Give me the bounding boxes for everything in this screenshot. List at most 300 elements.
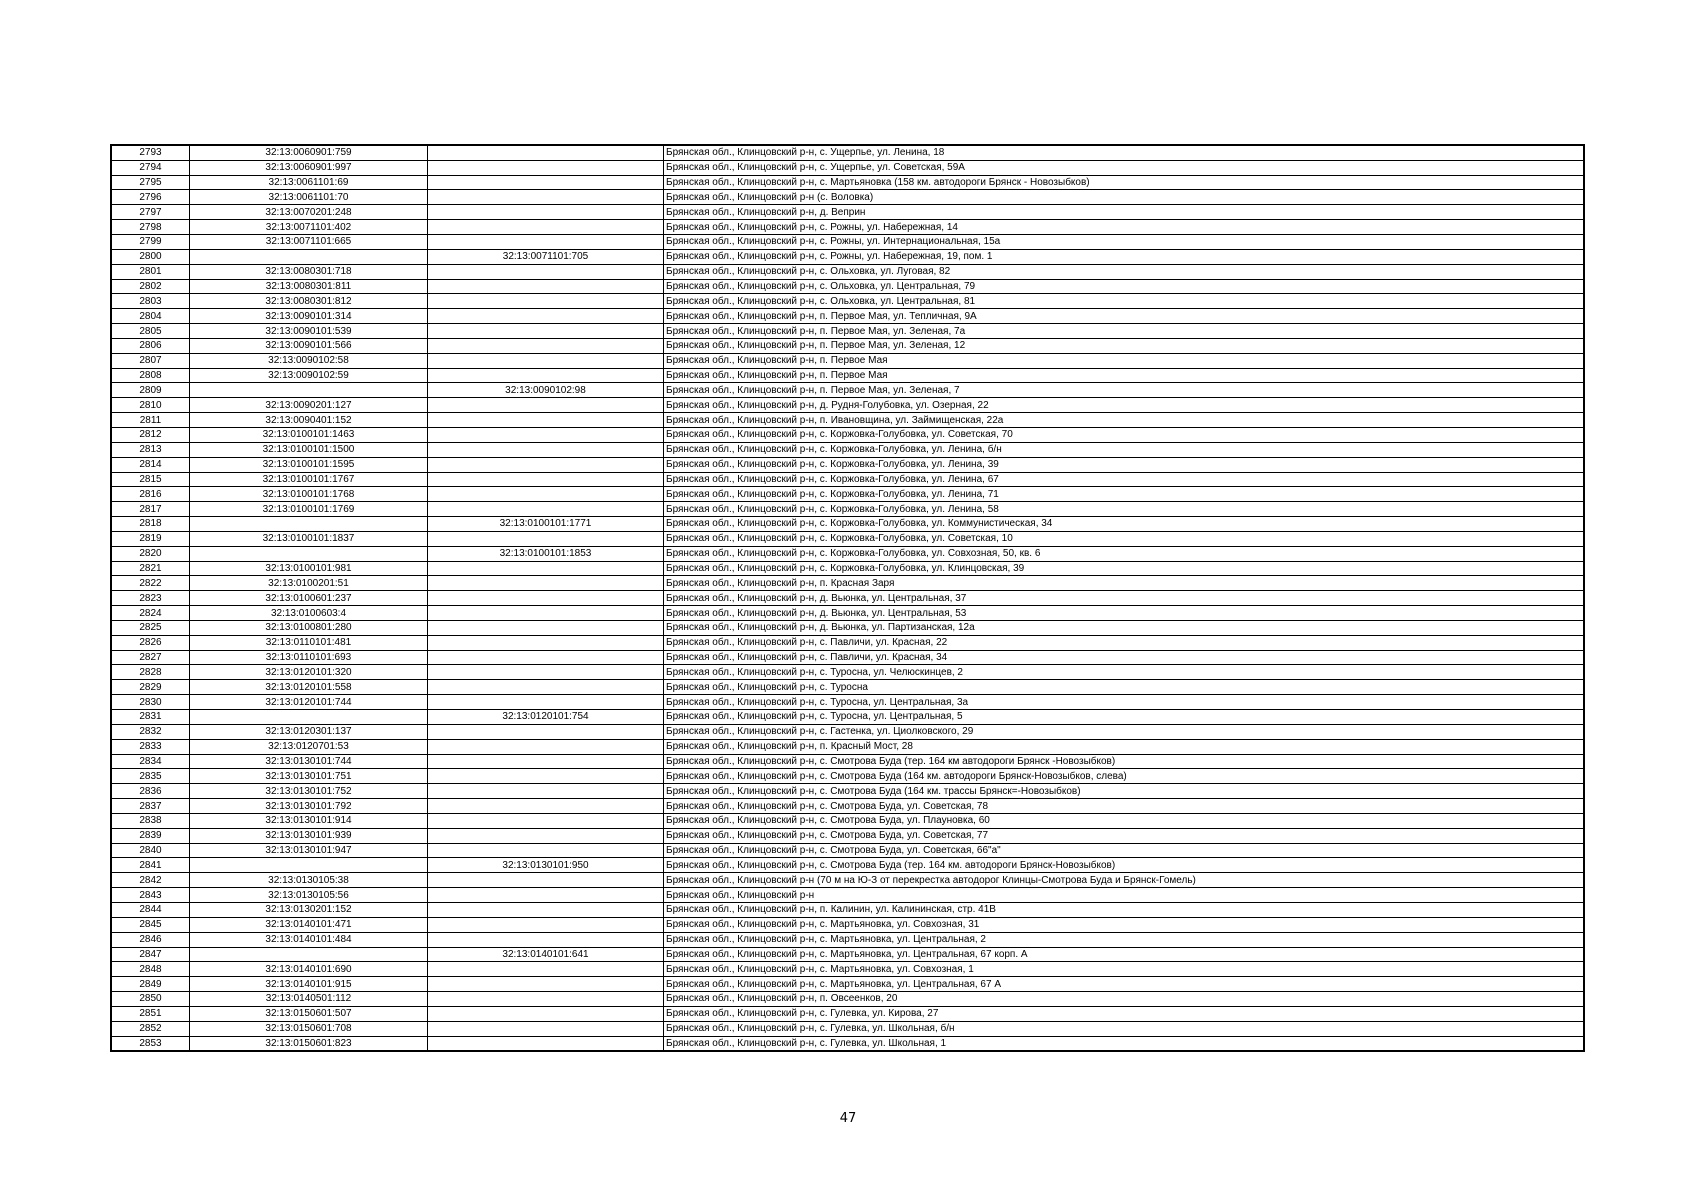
cadastral-number-alt-cell — [428, 917, 664, 932]
row-number-cell: 2826 — [111, 635, 190, 650]
address-cell: Брянская обл., Клинцовский р-н, с. Смотрова Буда (164 км. автодороги Брянск-Новозыбков, слева) — [664, 769, 1585, 784]
table-row — [111, 962, 1584, 977]
table-row — [111, 517, 1584, 532]
cadastral-number-cell: 32:13:0150601:507 — [190, 1006, 428, 1021]
cadastral-number-alt-cell — [428, 591, 664, 606]
cadastral-number-alt-cell — [428, 635, 664, 650]
table-row — [111, 873, 1584, 888]
address-cell: Брянская обл., Клинцовский р-н, п. Первое Мая, ул. Зеленая, 12 — [664, 338, 1585, 353]
cadastral-number-cell — [190, 947, 428, 962]
cadastral-number-alt-cell — [428, 977, 664, 992]
address-cell: Брянская обл., Клинцовский р-н, с. Коржовка-Голубовка, ул. Клинцовская, 39 — [664, 561, 1585, 576]
cadastral-number-alt-cell — [428, 1006, 664, 1021]
cadastral-number-cell: 32:13:0100101:1463 — [190, 427, 428, 442]
row-number-cell: 2839 — [111, 828, 190, 843]
cadastral-number-cell: 32:13:0130105:56 — [190, 888, 428, 903]
cadastral-number-cell: 32:13:0130101:947 — [190, 843, 428, 858]
table-row — [111, 932, 1584, 947]
table-row — [111, 531, 1584, 546]
address-cell: Брянская обл., Клинцовский р-н, д. Вьюнка, ул. Центральная, 37 — [664, 591, 1585, 606]
row-number-cell: 2823 — [111, 591, 190, 606]
cadastral-number-cell: 32:13:0130101:751 — [190, 769, 428, 784]
address-cell: Брянская обл., Клинцовский р-н, д. Вьюнка, ул. Партизанская, 12а — [664, 620, 1585, 635]
table-row — [111, 695, 1584, 710]
cadastral-number-cell: 32:13:0130101:744 — [190, 754, 428, 769]
cadastral-number-alt-cell: 32:13:0071101:705 — [428, 249, 664, 264]
cadastral-number-cell: 32:13:0080301:812 — [190, 294, 428, 309]
address-cell: Брянская обл., Клинцовский р-н, с. Коржовка-Голубовка, ул. Советская, 70 — [664, 427, 1585, 442]
table-row — [111, 502, 1584, 517]
cadastral-number-cell: 32:13:0071101:665 — [190, 235, 428, 250]
cadastral-number-cell: 32:13:0061101:70 — [190, 190, 428, 205]
address-cell: Брянская обл., Клинцовский р-н, с. Смотрова Буда, ул. Советская, 66"а" — [664, 843, 1585, 858]
cadastral-number-cell: 32:13:0140101:484 — [190, 932, 428, 947]
table-row — [111, 1036, 1584, 1051]
cadastral-number-alt-cell — [428, 561, 664, 576]
cadastral-number-cell: 32:13:0090101:566 — [190, 338, 428, 353]
row-number-cell: 2815 — [111, 472, 190, 487]
cadastral-number-cell: 32:13:0100101:1769 — [190, 502, 428, 517]
cadastral-number-alt-cell — [428, 843, 664, 858]
row-number-cell: 2795 — [111, 175, 190, 190]
property-table — [110, 144, 1585, 1052]
address-cell: Брянская обл., Клинцовский р-н, с. Коржовка-Голубовка, ул. Ленина, 71 — [664, 487, 1585, 502]
row-number-cell: 2829 — [111, 680, 190, 695]
cadastral-number-alt-cell — [428, 264, 664, 279]
row-number-cell: 2832 — [111, 724, 190, 739]
row-number-cell: 2801 — [111, 264, 190, 279]
table-row — [111, 769, 1584, 784]
row-number-cell: 2808 — [111, 368, 190, 383]
table-row — [111, 1006, 1584, 1021]
cadastral-number-cell: 32:13:0130101:939 — [190, 828, 428, 843]
cadastral-number-alt-cell — [428, 353, 664, 368]
address-cell: Брянская обл., Клинцовский р-н, с. Туросна, ул. Челюскинцев, 2 — [664, 665, 1585, 680]
address-cell: Брянская обл., Клинцовский р-н, с. Рожны, ул. Интернациональная, 15а — [664, 235, 1585, 250]
row-number-cell: 2813 — [111, 442, 190, 457]
cadastral-number-alt-cell — [428, 457, 664, 472]
address-cell: Брянская обл., Клинцовский р-н, п. Калинин, ул. Калининская, стр. 41В — [664, 902, 1585, 917]
row-number-cell: 2812 — [111, 427, 190, 442]
table-row — [111, 472, 1584, 487]
cadastral-number-alt-cell — [428, 413, 664, 428]
cadastral-number-alt-cell — [428, 739, 664, 754]
cadastral-number-cell: 32:13:0080301:718 — [190, 264, 428, 279]
cadastral-number-cell: 32:13:0100101:981 — [190, 561, 428, 576]
cadastral-number-alt-cell: 32:13:0130101:950 — [428, 858, 664, 873]
row-number-cell: 2828 — [111, 665, 190, 680]
row-number-cell: 2825 — [111, 620, 190, 635]
cadastral-number-alt-cell — [428, 902, 664, 917]
table-row — [111, 858, 1584, 873]
cadastral-number-cell: 32:13:0120101:320 — [190, 665, 428, 680]
table-row — [111, 546, 1584, 561]
cadastral-number-cell: 32:13:0140101:471 — [190, 917, 428, 932]
address-cell: Брянская обл., Клинцовский р-н, с. Смотрова Буда (164 км. трассы Брянск=-Новозыбков) — [664, 784, 1585, 799]
row-number-cell: 2841 — [111, 858, 190, 873]
address-cell: Брянская обл., Клинцовский р-н, с. Смотрова Буда, ул. Советская, 77 — [664, 828, 1585, 843]
cadastral-number-alt-cell — [428, 531, 664, 546]
table-row — [111, 828, 1584, 843]
address-cell: Брянская обл., Клинцовский р-н, с. Мартьяновка, ул. Совхозная, 1 — [664, 962, 1585, 977]
table-row — [111, 427, 1584, 442]
cadastral-number-alt-cell — [428, 650, 664, 665]
cadastral-number-cell: 32:13:0100101:1500 — [190, 442, 428, 457]
address-cell: Брянская обл., Клинцовский р-н, с. Ольховка, ул. Центральная, 79 — [664, 279, 1585, 294]
address-cell: Брянская обл., Клинцовский р-н, д. Рудня-Голубовка, ул. Озерная, 22 — [664, 398, 1585, 413]
cadastral-number-cell: 32:13:0090101:539 — [190, 324, 428, 339]
cadastral-number-alt-cell: 32:13:0090102:98 — [428, 383, 664, 398]
cadastral-number-cell: 32:13:0090401:152 — [190, 413, 428, 428]
row-number-cell: 2827 — [111, 650, 190, 665]
table-row — [111, 383, 1584, 398]
row-number-cell: 2848 — [111, 962, 190, 977]
cadastral-number-alt-cell — [428, 932, 664, 947]
table-row — [111, 1021, 1584, 1036]
row-number-cell: 2811 — [111, 413, 190, 428]
address-cell: Брянская обл., Клинцовский р-н, с. Смотрова Буда, ул. Советская, 78 — [664, 799, 1585, 814]
row-number-cell: 2796 — [111, 190, 190, 205]
table-row — [111, 724, 1584, 739]
table-row — [111, 561, 1584, 576]
address-cell: Брянская обл., Клинцовский р-н, с. Мартьяновка, ул. Центральная, 67 А — [664, 977, 1585, 992]
address-cell: Брянская обл., Клинцовский р-н, с. Туросна, ул. Центральная, 3а — [664, 695, 1585, 710]
row-number-cell: 2842 — [111, 873, 190, 888]
table-row — [111, 739, 1584, 754]
address-cell: Брянская обл., Клинцовский р-н, с. Коржовка-Голубовка, ул. Коммунистическая, 34 — [664, 517, 1585, 532]
address-cell: Брянская обл., Клинцовский р-н, с. Ольховка, ул. Луговая, 82 — [664, 264, 1585, 279]
cadastral-number-alt-cell: 32:13:0100101:1771 — [428, 517, 664, 532]
address-cell: Брянская обл., Клинцовский р-н, п. Первое Мая — [664, 353, 1585, 368]
address-cell: Брянская обл., Клинцовский р-н, с. Мартьяновка, ул. Центральная, 67 корп. А — [664, 947, 1585, 962]
row-number-cell: 2836 — [111, 784, 190, 799]
cadastral-number-alt-cell — [428, 695, 664, 710]
row-number-cell: 2817 — [111, 502, 190, 517]
table-row — [111, 680, 1584, 695]
cadastral-number-alt-cell — [428, 368, 664, 383]
row-number-cell: 2805 — [111, 324, 190, 339]
cadastral-number-cell: 32:13:0061101:69 — [190, 175, 428, 190]
address-cell: Брянская обл., Клинцовский р-н, с. Смотрова Буда (тер. 164 км автодороги Брянск -Новозыбков) — [664, 754, 1585, 769]
cadastral-number-cell: 32:13:0130201:152 — [190, 902, 428, 917]
row-number-cell: 2816 — [111, 487, 190, 502]
table-row — [111, 279, 1584, 294]
cadastral-number-cell: 32:13:0100601:237 — [190, 591, 428, 606]
table-row — [111, 220, 1584, 235]
row-number-cell: 2834 — [111, 754, 190, 769]
cadastral-number-cell: 32:13:0140101:915 — [190, 977, 428, 992]
cadastral-number-cell: 32:13:0150601:823 — [190, 1036, 428, 1051]
row-number-cell: 2807 — [111, 353, 190, 368]
table-row — [111, 264, 1584, 279]
cadastral-number-alt-cell — [428, 724, 664, 739]
row-number-cell: 2844 — [111, 902, 190, 917]
cadastral-number-cell — [190, 383, 428, 398]
address-cell: Брянская обл., Клинцовский р-н, с. Коржовка-Голубовка, ул. Ленина, б/н — [664, 442, 1585, 457]
table-row — [111, 606, 1584, 621]
address-cell: Брянская обл., Клинцовский р-н (с. Воловка) — [664, 190, 1585, 205]
cadastral-number-alt-cell — [428, 784, 664, 799]
table-row — [111, 977, 1584, 992]
table-row — [111, 353, 1584, 368]
cadastral-number-cell: 32:13:0120101:558 — [190, 680, 428, 695]
row-number-cell: 2822 — [111, 576, 190, 591]
cadastral-number-alt-cell — [428, 309, 664, 324]
address-cell: Брянская обл., Клинцовский р-н, п. Овсеенков, 20 — [664, 992, 1585, 1007]
cadastral-number-alt-cell — [428, 338, 664, 353]
cadastral-number-cell: 32:13:0071101:402 — [190, 220, 428, 235]
table-row — [111, 947, 1584, 962]
row-number-cell: 2809 — [111, 383, 190, 398]
row-number-cell: 2835 — [111, 769, 190, 784]
address-cell: Брянская обл., Клинцовский р-н, п. Первое Мая, ул. Зеленая, 7а — [664, 324, 1585, 339]
row-number-cell: 2804 — [111, 309, 190, 324]
address-cell: Брянская обл., Клинцовский р-н, с. Рожны, ул. Набережная, 14 — [664, 220, 1585, 235]
cadastral-number-alt-cell — [428, 175, 664, 190]
table-row — [111, 235, 1584, 250]
cadastral-number-cell: 32:13:0130101:792 — [190, 799, 428, 814]
row-number-cell: 2853 — [111, 1036, 190, 1051]
address-cell: Брянская обл., Клинцовский р-н, с. Гулевка, ул. Кирова, 27 — [664, 1006, 1585, 1021]
address-cell: Брянская обл., Клинцовский р-н, с. Гулевка, ул. Школьная, 1 — [664, 1036, 1585, 1051]
cadastral-number-alt-cell — [428, 294, 664, 309]
cadastral-number-cell: 32:13:0060901:997 — [190, 160, 428, 175]
property-table-body — [111, 145, 1584, 1051]
cadastral-number-cell: 32:13:0090201:127 — [190, 398, 428, 413]
table-row — [111, 413, 1584, 428]
table-row — [111, 368, 1584, 383]
table-row — [111, 917, 1584, 932]
cadastral-number-alt-cell — [428, 888, 664, 903]
address-cell: Брянская обл., Клинцовский р-н, с. Павличи, ул. Красная, 22 — [664, 635, 1585, 650]
cadastral-number-cell — [190, 546, 428, 561]
cadastral-number-alt-cell — [428, 279, 664, 294]
cadastral-number-alt-cell — [428, 754, 664, 769]
table-row — [111, 442, 1584, 457]
row-number-cell: 2803 — [111, 294, 190, 309]
table-row — [111, 620, 1584, 635]
row-number-cell: 2833 — [111, 739, 190, 754]
cadastral-number-cell: 32:13:0130105:38 — [190, 873, 428, 888]
row-number-cell: 2819 — [111, 531, 190, 546]
table-row — [111, 487, 1584, 502]
row-number-cell: 2810 — [111, 398, 190, 413]
cadastral-number-cell — [190, 249, 428, 264]
table-row — [111, 591, 1584, 606]
cadastral-number-cell — [190, 710, 428, 725]
row-number-cell: 2843 — [111, 888, 190, 903]
cadastral-number-cell: 32:13:0100101:1837 — [190, 531, 428, 546]
address-cell: Брянская обл., Клинцовский р-н, п. Первое Мая — [664, 368, 1585, 383]
table-row — [111, 813, 1584, 828]
address-cell: Брянская обл., Клинцовский р-н, с. Мартьяновка, ул. Центральная, 2 — [664, 932, 1585, 947]
address-cell: Брянская обл., Клинцовский р-н, с. Рожны, ул. Набережная, 19, пом. 1 — [664, 249, 1585, 264]
cadastral-number-alt-cell — [428, 190, 664, 205]
row-number-cell: 2830 — [111, 695, 190, 710]
address-cell: Брянская обл., Клинцовский р-н (70 м на Ю-З от перекрестка автодорог Клинцы-Смотрова Буда и Брянск-Гомель) — [664, 873, 1585, 888]
address-cell: Брянская обл., Клинцовский р-н, с. Туросна, ул. Центральная, 5 — [664, 710, 1585, 725]
cadastral-number-cell: 32:13:0100201:51 — [190, 576, 428, 591]
table-row — [111, 710, 1584, 725]
cadastral-number-cell: 32:13:0090102:59 — [190, 368, 428, 383]
row-number-cell: 2840 — [111, 843, 190, 858]
cadastral-number-alt-cell — [428, 502, 664, 517]
cadastral-number-cell: 32:13:0100603:4 — [190, 606, 428, 621]
address-cell: Брянская обл., Клинцовский р-н, д. Вьюнка, ул. Центральная, 53 — [664, 606, 1585, 621]
row-number-cell: 2837 — [111, 799, 190, 814]
cadastral-number-alt-cell: 32:13:0140101:641 — [428, 947, 664, 962]
row-number-cell: 2799 — [111, 235, 190, 250]
address-cell: Брянская обл., Клинцовский р-н — [664, 888, 1585, 903]
table-row — [111, 294, 1584, 309]
cadastral-number-cell: 32:13:0100101:1595 — [190, 457, 428, 472]
table-row — [111, 205, 1584, 220]
row-number-cell: 2850 — [111, 992, 190, 1007]
table-row — [111, 799, 1584, 814]
cadastral-number-alt-cell — [428, 992, 664, 1007]
cadastral-number-cell: 32:13:0120701:53 — [190, 739, 428, 754]
row-number-cell: 2793 — [111, 145, 190, 160]
cadastral-number-cell: 32:13:0120301:137 — [190, 724, 428, 739]
address-cell: Брянская обл., Клинцовский р-н, с. Ущерпье, ул. Ленина, 18 — [664, 145, 1585, 160]
cadastral-number-alt-cell — [428, 1036, 664, 1051]
cadastral-number-cell: 32:13:0110101:481 — [190, 635, 428, 650]
table-row — [111, 843, 1584, 858]
address-cell: Брянская обл., Клинцовский р-н, с. Мартьяновка, ул. Совхозная, 31 — [664, 917, 1585, 932]
cadastral-number-cell: 32:13:0100101:1768 — [190, 487, 428, 502]
cadastral-number-cell: 32:13:0110101:693 — [190, 650, 428, 665]
table-row — [111, 324, 1584, 339]
cadastral-number-cell — [190, 517, 428, 532]
table-row — [111, 309, 1584, 324]
row-number-cell: 2824 — [111, 606, 190, 621]
address-cell: Брянская обл., Клинцовский р-н, с. Коржовка-Голубовка, ул. Ленина, 58 — [664, 502, 1585, 517]
cadastral-number-cell — [190, 858, 428, 873]
table-row — [111, 249, 1584, 264]
row-number-cell: 2838 — [111, 813, 190, 828]
table-row — [111, 576, 1584, 591]
table-row — [111, 398, 1584, 413]
address-cell: Брянская обл., Клинцовский р-н, с. Ольховка, ул. Центральная, 81 — [664, 294, 1585, 309]
cadastral-number-alt-cell — [428, 398, 664, 413]
address-cell: Брянская обл., Клинцовский р-н, п. Красная Заря — [664, 576, 1585, 591]
address-cell: Брянская обл., Клинцовский р-н, с. Ущерпье, ул. Советская, 59А — [664, 160, 1585, 175]
address-cell: Брянская обл., Клинцовский р-н, с. Коржовка-Голубовка, ул. Совхозная, 50, кв. 6 — [664, 546, 1585, 561]
table-row — [111, 457, 1584, 472]
row-number-cell: 2814 — [111, 457, 190, 472]
table-row — [111, 784, 1584, 799]
cadastral-number-cell: 32:13:0150601:708 — [190, 1021, 428, 1036]
table-row — [111, 160, 1584, 175]
cadastral-number-alt-cell — [428, 665, 664, 680]
cadastral-number-cell: 32:13:0130101:752 — [190, 784, 428, 799]
address-cell: Брянская обл., Клинцовский р-н, с. Гастенка, ул. Циолковского, 29 — [664, 724, 1585, 739]
table-row — [111, 754, 1584, 769]
page-number: 47 — [839, 1111, 857, 1126]
address-cell: Брянская обл., Клинцовский р-н, с. Смотрова Буда, ул. Плауновка, 60 — [664, 813, 1585, 828]
address-cell: Брянская обл., Клинцовский р-н, п. Ивановщина, ул. Займищенская, 22а — [664, 413, 1585, 428]
cadastral-number-alt-cell — [428, 828, 664, 843]
cadastral-number-alt-cell — [428, 799, 664, 814]
cadastral-number-alt-cell — [428, 442, 664, 457]
cadastral-number-cell: 32:13:0100801:280 — [190, 620, 428, 635]
cadastral-number-alt-cell — [428, 145, 664, 160]
cadastral-number-alt-cell — [428, 769, 664, 784]
row-number-cell: 2821 — [111, 561, 190, 576]
address-cell: Брянская обл., Клинцовский р-н, с. Гулевка, ул. Школьная, б/н — [664, 1021, 1585, 1036]
cadastral-number-cell: 32:13:0090101:314 — [190, 309, 428, 324]
cadastral-number-cell: 32:13:0140101:690 — [190, 962, 428, 977]
row-number-cell: 2831 — [111, 710, 190, 725]
row-number-cell: 2798 — [111, 220, 190, 235]
address-cell: Брянская обл., Клинцовский р-н, с. Павличи, ул. Красная, 34 — [664, 650, 1585, 665]
row-number-cell: 2851 — [111, 1006, 190, 1021]
address-cell: Брянская обл., Клинцовский р-н, п. Красный Мост, 28 — [664, 739, 1585, 754]
table-row — [111, 992, 1584, 1007]
cadastral-number-alt-cell — [428, 813, 664, 828]
cadastral-number-alt-cell — [428, 606, 664, 621]
cadastral-number-cell: 32:13:0130101:914 — [190, 813, 428, 828]
cadastral-number-alt-cell: 32:13:0100101:1853 — [428, 546, 664, 561]
cadastral-number-alt-cell — [428, 1021, 664, 1036]
address-cell: Брянская обл., Клинцовский р-н, п. Первое Мая, ул. Тепличная, 9А — [664, 309, 1585, 324]
row-number-cell: 2849 — [111, 977, 190, 992]
row-number-cell: 2845 — [111, 917, 190, 932]
row-number-cell: 2852 — [111, 1021, 190, 1036]
cadastral-number-alt-cell — [428, 472, 664, 487]
cadastral-number-cell: 32:13:0100101:1767 — [190, 472, 428, 487]
cadastral-number-alt-cell — [428, 205, 664, 220]
cadastral-number-alt-cell — [428, 962, 664, 977]
table-row — [111, 665, 1584, 680]
address-cell: Брянская обл., Клинцовский р-н, с. Коржовка-Голубовка, ул. Ленина, 39 — [664, 457, 1585, 472]
table-row — [111, 338, 1584, 353]
row-number-cell: 2818 — [111, 517, 190, 532]
cadastral-number-alt-cell — [428, 235, 664, 250]
table-row — [111, 635, 1584, 650]
cadastral-number-cell: 32:13:0070201:248 — [190, 205, 428, 220]
cadastral-number-alt-cell — [428, 220, 664, 235]
address-cell: Брянская обл., Клинцовский р-н, с. Коржовка-Голубовка, ул. Советская, 10 — [664, 531, 1585, 546]
cadastral-number-alt-cell — [428, 160, 664, 175]
row-number-cell: 2794 — [111, 160, 190, 175]
row-number-cell: 2847 — [111, 947, 190, 962]
cadastral-number-cell: 32:13:0120101:744 — [190, 695, 428, 710]
address-cell: Брянская обл., Клинцовский р-н, с. Коржовка-Голубовка, ул. Ленина, 67 — [664, 472, 1585, 487]
cadastral-number-cell: 32:13:0090102:58 — [190, 353, 428, 368]
table-row — [111, 888, 1584, 903]
table-row — [111, 175, 1584, 190]
cadastral-number-cell: 32:13:0060901:759 — [190, 145, 428, 160]
cadastral-number-alt-cell — [428, 680, 664, 695]
address-cell: Брянская обл., Клинцовский р-н, с. Мартьяновка (158 км. автодороги Брянск - Новозыбков) — [664, 175, 1585, 190]
row-number-cell: 2846 — [111, 932, 190, 947]
table-row — [111, 902, 1584, 917]
cadastral-number-alt-cell: 32:13:0120101:754 — [428, 710, 664, 725]
cadastral-number-alt-cell — [428, 873, 664, 888]
cadastral-number-cell: 32:13:0140501:112 — [190, 992, 428, 1007]
address-cell: Брянская обл., Клинцовский р-н, с. Смотрова Буда (тер. 164 км. автодороги Брянск-Новозыбков) — [664, 858, 1585, 873]
cadastral-number-alt-cell — [428, 324, 664, 339]
address-cell: Брянская обл., Клинцовский р-н, с. Туросна — [664, 680, 1585, 695]
table-row — [111, 650, 1584, 665]
table-row — [111, 190, 1584, 205]
address-cell: Брянская обл., Клинцовский р-н, п. Первое Мая, ул. Зеленая, 7 — [664, 383, 1585, 398]
cadastral-number-alt-cell — [428, 620, 664, 635]
address-cell: Брянская обл., Клинцовский р-н, д. Веприн — [664, 205, 1585, 220]
table-row — [111, 145, 1584, 160]
cadastral-number-alt-cell — [428, 427, 664, 442]
